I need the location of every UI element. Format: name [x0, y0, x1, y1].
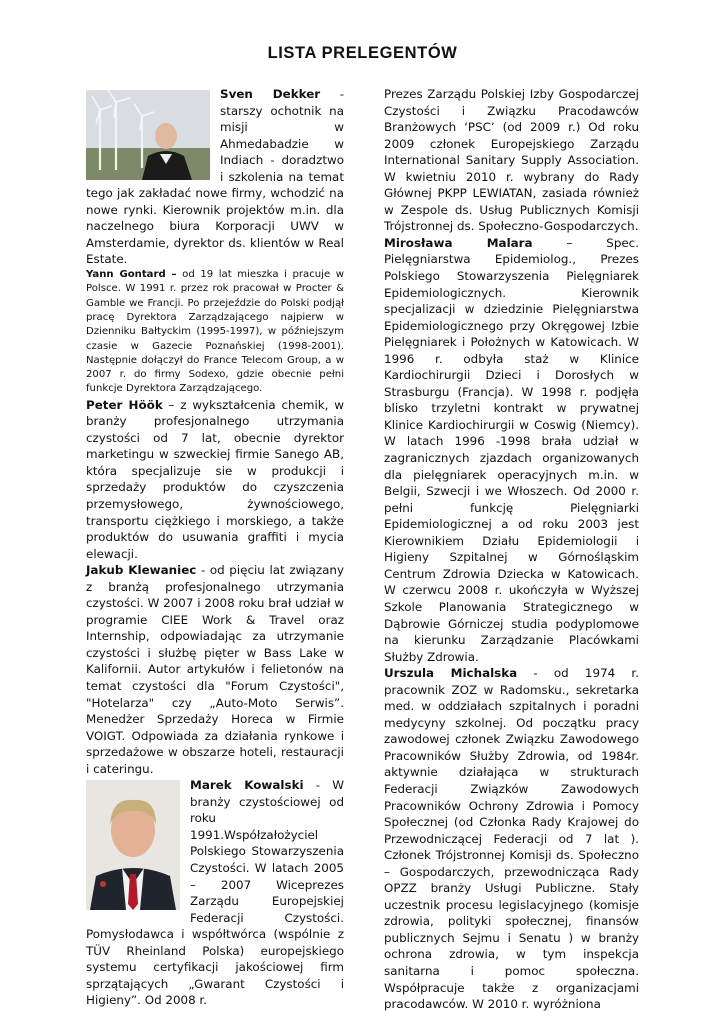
speaker-bio: Prezes Zarządu Polskiej Izby Gospodarczej Czystości i Związku Pracodawców Branżowych ‘PSC’ (od 2009 r.) Od roku 2009 członek Europejskiego Zarządu International Sanitary Supply Association. W kwietniu 2010 r. wybrany do Rady Głównej PKPP LEWIATAN, zasiada również w Zespole ds. Usług Publicznych Komisji Trójstronnej ds. Społeczno-Gospodarczych. [384, 87, 639, 234]
speaker-bio: - od 1974 r. pracownik ZOZ w Radomsku., sekretarka med. w oddziałach szpitalnych i poradni medycyny szkolnej. Od początku pracy zawodowej członek Związku Zawodowego Pracowników Służby Zdrowia, od 1984r. aktywnie działająca w strukturach Federacji Związków Zawodowych Pracowników Ochrony Zdrowia i Pomocy Społecznej (od Członka Rady Krajowej do Przewodniczącej Federacji od 7 lat ). Członek Trójstronnej Komisji ds. Społeczno – Gospodarczych, przewodnicząca Rady OPZZ branży Usługi Publiczne. Stały uczestnik procesu legislacyjnego (komisje zdrowia, polityki społecznej, finansów publicznych Sejmu i Senatu ) w branży ochrona zdrowia, w tym inspekcja sanitarna i pomoc społeczna. Współpracuje także z organizacjami pracodawców. W 2010 r. wyróżniona [384, 666, 639, 1012]
speaker-bio: od 19 lat mieszka i pracuje w Polsce. W 1991 r. przez rok pracował w Procter & Gamble we Francji. Po przejeździe do Polski podjął pracę Dyrektora Zarządzającego najpierw w Dzienniku Bałtyckim (1995-1997), w późniejszym czasie w Gazecie Poznańskiej (1998-2001). Następnie dołączył do France Telecom Group, a w 2007 r. do firmy Sodexo, gdzie obecnie pełni funkcje Dyrektora Zarządzającego. [86, 269, 344, 395]
speaker-name: Urszula Michalska [384, 666, 518, 681]
speaker-entry-dekker [86, 86, 344, 268]
speaker-entry-malara [384, 235, 639, 665]
speaker-bio: - W branży czystościowej od roku 1991.Współzałożyciel Polskiego Stowarzyszenia Czystości. W latach 2005 – 2007 Wiceprezes Zarządu Europejskiej Federacji Czystości. Pomysłodawca i współtwórca (wspólnie z TÜV Rheinland Polska) europejskiego systemu certyfikacji jakościowej firm sprzątających „Gwarant Czystości i Higieny”. Od 2008 r. [86, 778, 345, 1008]
speaker-name: Yann Gontard – [86, 269, 177, 281]
speaker-name: Peter Höök [86, 397, 163, 412]
right-column [384, 86, 639, 1013]
speaker-name: Sven Dekker [220, 87, 321, 101]
speaker-name: Jakub Klewaniec [86, 563, 197, 578]
speaker-entry-klewaniec [86, 562, 344, 777]
speaker-entry-kowalski [86, 777, 344, 1009]
speaker-entry-michalska [384, 665, 639, 1012]
speaker-bio: - starszy ochotnik na misji w Ahmedabadzie w Indiach - doradztwo i szkolenia na temat tego jak zakładać nowe firmy, wchodzić na nowe rynki. Kierownik projektów m.in. dla naczelnego biura Korporacji UWV w Amsterdamie, dyrektor ds. klientów w Real Estate. [86, 87, 344, 267]
speaker-bio: - od pięciu lat związany z branżą profesjonalnego utrzymania czystości. W 2007 i 2008 roku brał udział w programie CIEE Work & Travel oraz Internship, odpowiadając za utrzymanie czystości i służbę pięter w Bass Lake w Kalifornii. Autor artykułów i felietonów na temat czystości dla "Forum Czystości", "Hotelarza" czy „Auto-Moto Serwis”. Menedżer Sprzedaży Horeca w Firmie VOIGT. Odpowiada za działania rynkowe i sprzedażowe w obszarze hoteli, restauracji i cateringu. [86, 563, 344, 776]
left-column [86, 86, 344, 1009]
speaker-bio: – Spec. Pielęgniarstwa Epidemiolog., Prezes Polskiego Stowarzyszenia Pielęgniarek Epidemiologicznych. Kierownik specjalizacji w dziedzinie Pielęgniarstwa Epidemiologicznego przy Okręgowej Izbie Pielęgniarek i Położnych w Katowicach. W 1996 r. odbyła staż w Klinice Kardiochirurgii Dzieci i Dorosłych w Strasburgu (Francja). W 1998 r. podjęła blisko trzyletni kontrakt w prywatnej Klinice Kardiochirurgii w Coswig (Niemcy). W latach 1996 -1998 brała udział w zagranicznych zjazdach organizowanych dla pielęgniarek operacyjnych m.in. w Belgii, Szwecji i we Włoszech. Od 2000 r. pełni funkcję Pielęgniarki Epidemiologicznej a od roku 2003 jest Kierownikiem Działu Epidemiologii i Higieny Szpitalnej w Górnośląskim Centrum Zdrowia Dziecka w Katowicach. W czerwcu 2008 r. ukończyła w Wyższej Szkole Planowania Strategicznego w Dąbrowie Górniczej studia podyplomowe na kierunku Zarządzanie Placówkami Służby Zdrowia. [384, 235, 640, 664]
speaker-name: Mirosława Malara [384, 235, 533, 250]
speaker-entry-kowalski-continued [384, 86, 639, 235]
speaker-entry-hook [86, 397, 344, 562]
speaker-bio: – z wykształcenia chemik, w branży profesjonalnego utrzymania czystości od 7 lat, obecnie dyrektor marketingu w szweckiej firmie Sanego AB, która specjalizuje sie w produkcji i sprzedaży produktów do czyszczenia przemysłowego, żywnościowego, transportu ciężkiego i morskiego, a także produktów do usuwania graffiti i mycia elewacji. [86, 397, 344, 561]
speaker-entry-gontard [86, 268, 344, 397]
page-title: LISTA PRELEGENTÓW [267, 44, 458, 62]
speaker-name: Marek Kowalski [190, 778, 304, 793]
speaker-photo-dekker [86, 90, 210, 180]
speaker-photo-kowalski [86, 780, 180, 910]
